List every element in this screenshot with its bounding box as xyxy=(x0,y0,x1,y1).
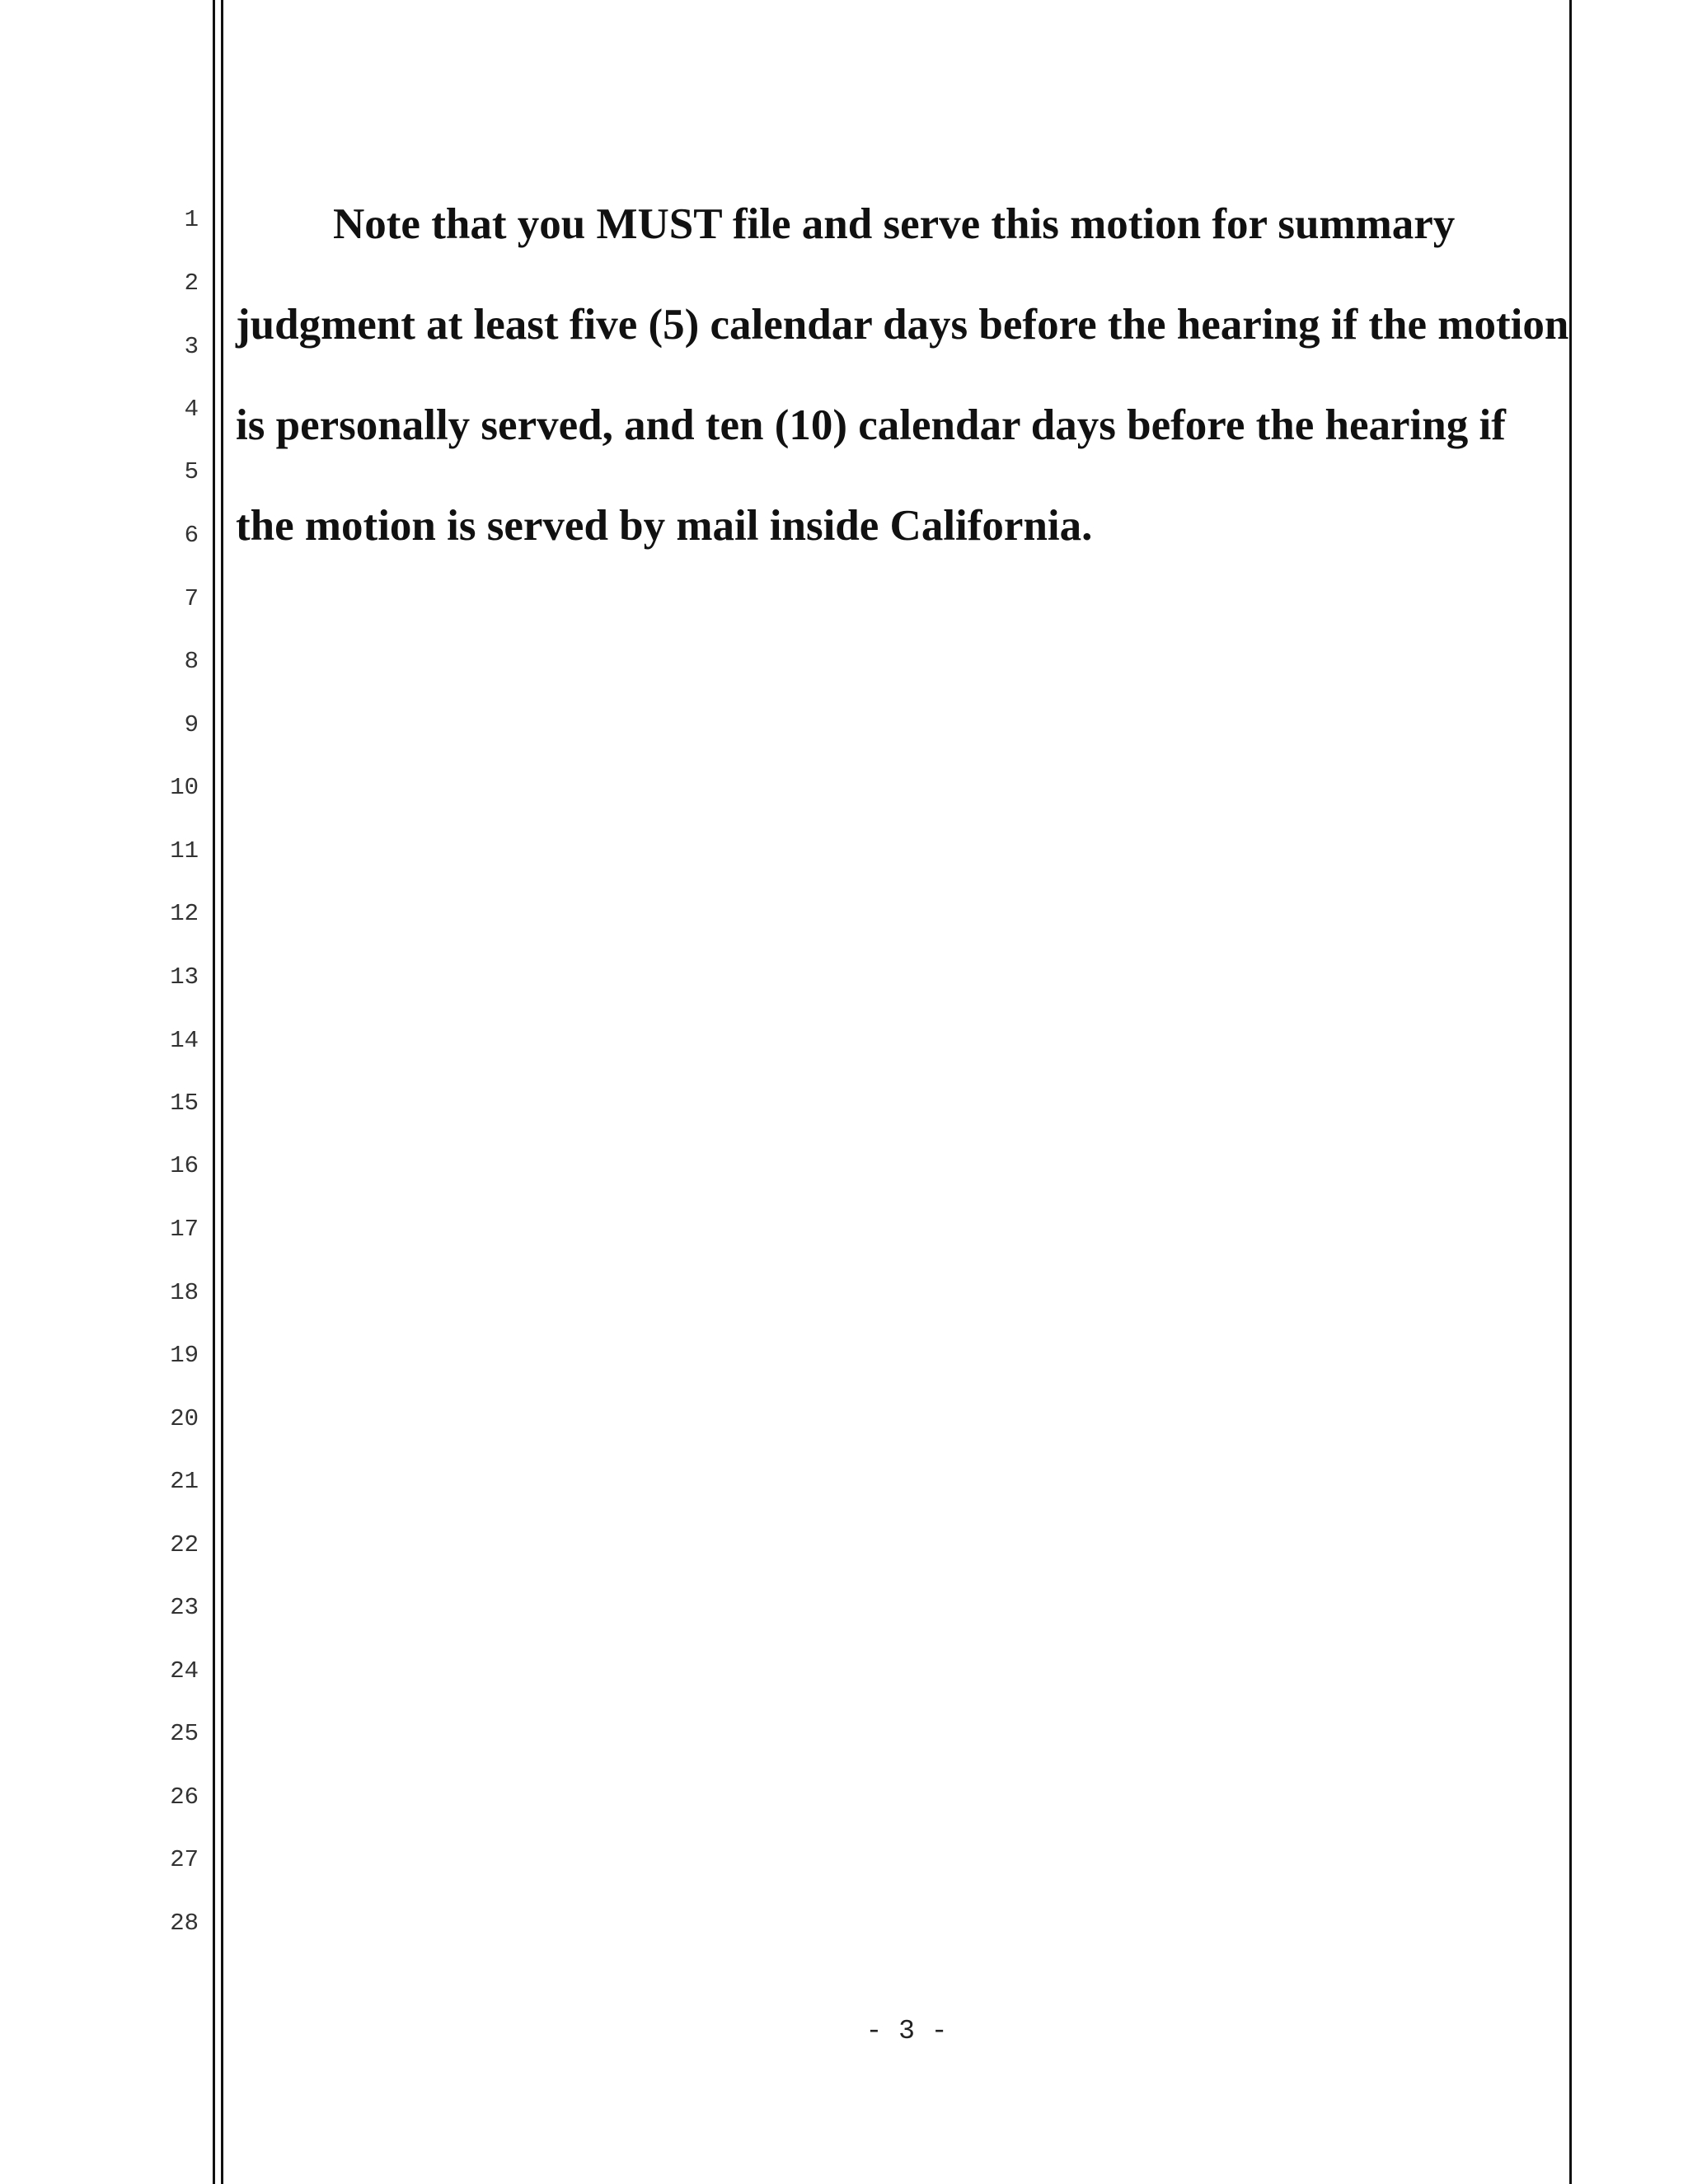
line-number: 13 xyxy=(170,963,199,991)
right-margin-rule xyxy=(1569,0,1572,2184)
line-number: 22 xyxy=(170,1531,199,1558)
line-number: 28 xyxy=(170,1910,199,1937)
left-margin-rule-outer xyxy=(213,0,215,2184)
line-number: 20 xyxy=(170,1405,199,1432)
line-number: 21 xyxy=(170,1468,199,1495)
line-number: 7 xyxy=(184,585,199,612)
line-number: 12 xyxy=(170,900,199,927)
line-number: 9 xyxy=(184,711,199,738)
line-number: 10 xyxy=(170,774,199,801)
line-number: 3 xyxy=(184,333,199,360)
line-number: 5 xyxy=(184,458,199,485)
left-margin-rule-inner xyxy=(221,0,223,2184)
paragraph-line: is personally served, and ten (10) calendar days before the hearing if xyxy=(236,401,1506,449)
line-number: 11 xyxy=(170,837,199,865)
line-number: 17 xyxy=(170,1216,199,1243)
line-number: 6 xyxy=(184,522,199,549)
line-number: 23 xyxy=(170,1594,199,1621)
line-number: 25 xyxy=(170,1720,199,1747)
line-number: 18 xyxy=(170,1279,199,1306)
line-number: 24 xyxy=(170,1657,199,1685)
line-number: 2 xyxy=(184,269,199,297)
paragraph-line: judgment at least five (5) calendar days before the hearing if the motion xyxy=(236,301,1569,349)
line-number: 27 xyxy=(170,1846,199,1873)
line-number: 19 xyxy=(170,1342,199,1369)
line-number: 26 xyxy=(170,1783,199,1811)
line-number: 15 xyxy=(170,1090,199,1117)
line-number: 16 xyxy=(170,1152,199,1179)
line-number: 8 xyxy=(184,648,199,675)
paragraph-line: Note that you MUST file and serve this motion for summary xyxy=(333,200,1456,248)
line-number: 1 xyxy=(184,206,199,233)
page-number: - 3 - xyxy=(865,2016,948,2046)
line-number: 14 xyxy=(170,1027,199,1054)
line-number-column xyxy=(0,0,206,2184)
line-number: 4 xyxy=(184,396,199,423)
paragraph-line: the motion is served by mail inside California. xyxy=(236,502,1093,550)
